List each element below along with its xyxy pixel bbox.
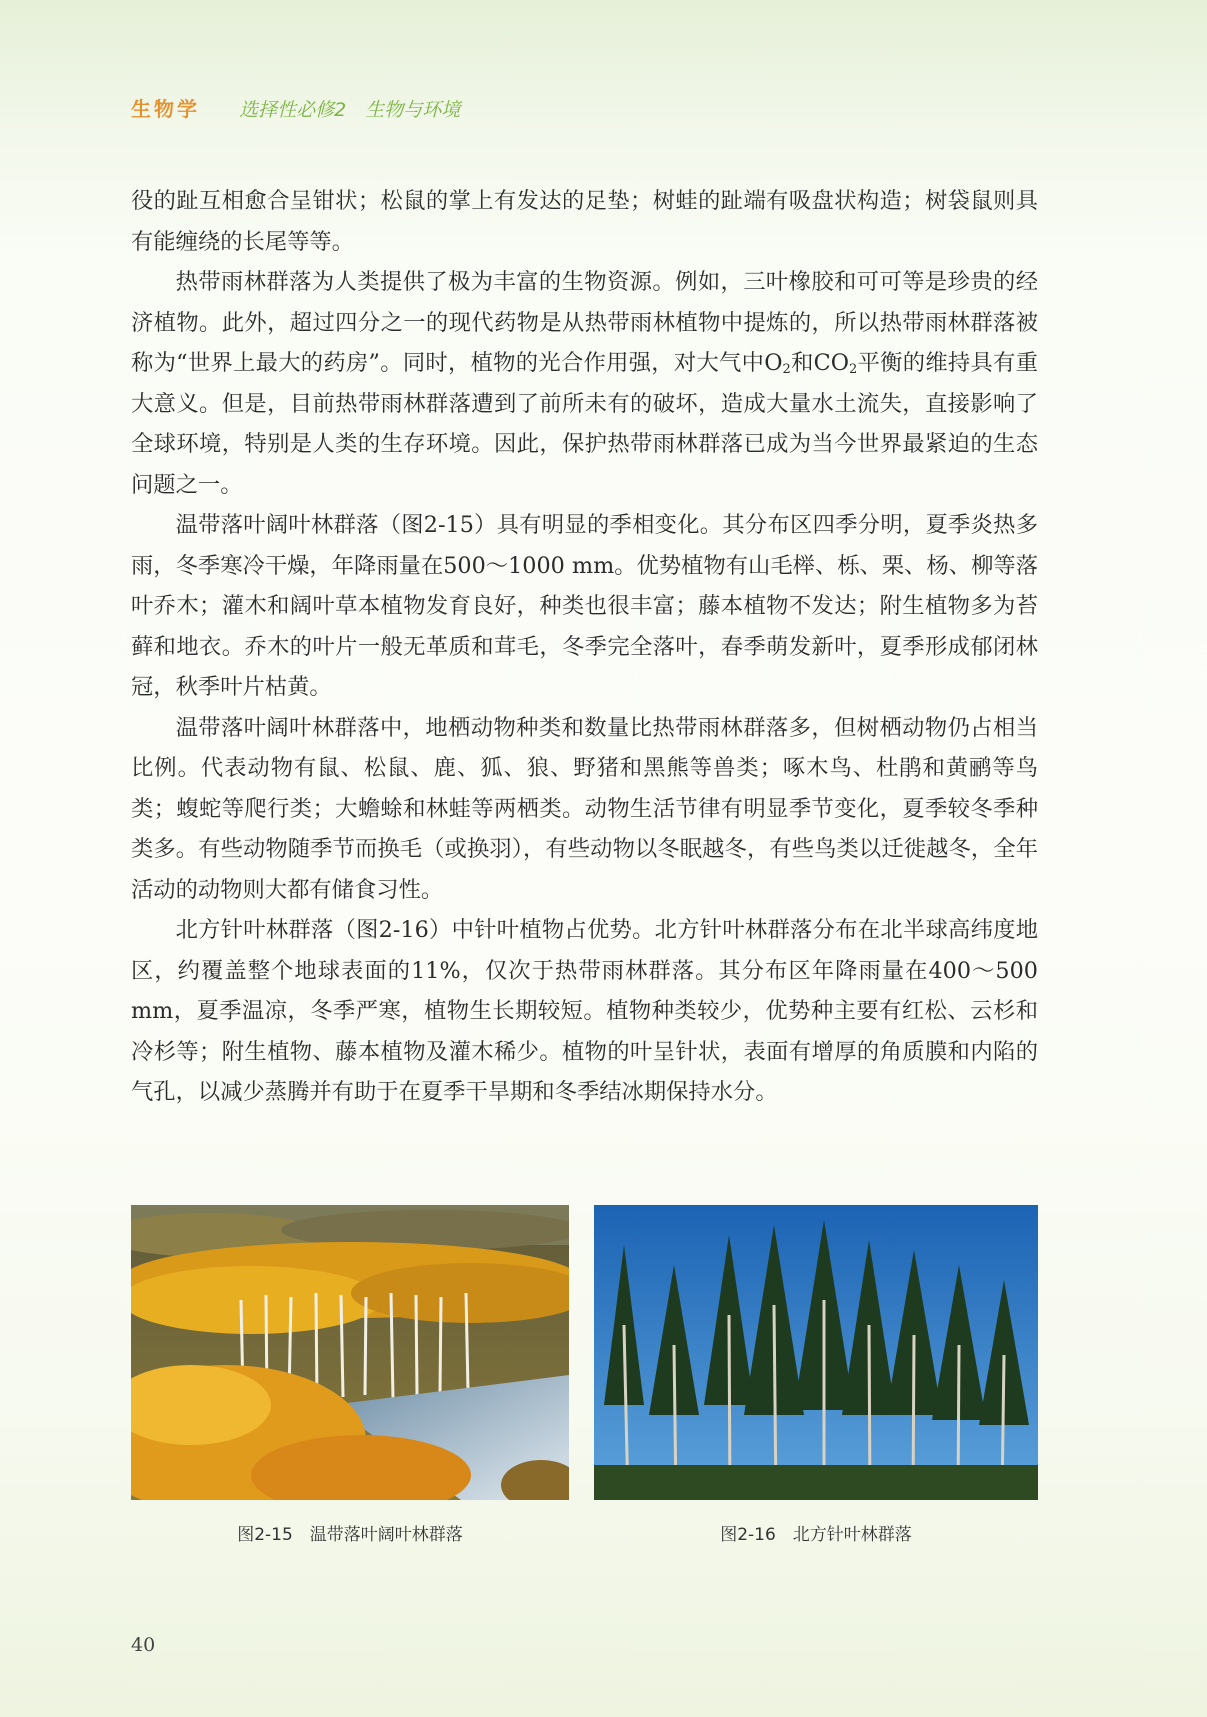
text-segment: 热带雨林群落为人类提供了极为丰富的生物资源。例如，三叶橡胶和可可等是珍贵的经济植物。此外，超过四分之一的现代药物是从热带雨林植物中提炼的，所以热带雨林群落被称为“世界上最大的药房”。同时，植物的光合作用强，对大气中O: [131, 269, 1038, 376]
text-segment: 平衡的维持具有重大意义。但是，目前热带雨林群落遭到了前所未有的破坏，造成大量水土流失，直接影响了全球环境，特别是人类的生存环境。因此，保护热带雨林群落已成为当今世界最紧迫的生态问题之一。: [131, 350, 1038, 498]
figure-caption-2-16: 图2-16 北方针叶林群落: [720, 1525, 912, 1545]
figure-caption-2-15: 图2-15 温带落叶阔叶林群落: [237, 1525, 463, 1545]
page-number: 40: [131, 1634, 156, 1656]
body-text: [131, 181, 1038, 1113]
boreal-forest-photo: [594, 1205, 1038, 1500]
topic-title: 生物与环境: [365, 99, 461, 121]
paragraph-temperate-animals: 温带落叶阔叶林群落中，地栖动物种类和数量比热带雨林群落多，但树栖动物仍占相当比例。代表动物有鼠、松鼠、鹿、狐、狼、野猪和黑熊等兽类；啄木鸟、杜鹃和黄鹂等鸟类；蝮蛇等爬行类；大蟾蜍和林蛙等两栖类。动物生活节律有明显季节变化，夏季较冬季种类多。有些动物随季节而换毛（或换羽），有些动物以冬眠越冬，有些鸟类以迁徙越冬，全年活动的动物则大都有储食习性。: [131, 714, 1038, 903]
text-segment: 和CO: [790, 350, 850, 376]
subscript-2: 2: [782, 362, 791, 377]
subscript-2: 2: [849, 362, 858, 377]
book-title: 生物学: [131, 97, 200, 121]
paragraph-boreal-forest: 北方针叶林群落（图2-16）中针叶植物占优势。北方针叶林群落分布在北半球高纬度地区，约覆盖整个地球表面的11%，仅次于热带雨林群落。其分布区年降雨量在400～500 mm，夏季温凉，冬季严寒，植物生长期较短。植物种类较少，优势种主要有红松、云杉和冷杉等；附生植物、藤本植物及灌木稀少。植物的叶呈针状，表面有增厚的角质膜和内陷的气孔，以减少蒸腾并有助于在夏季干旱期和冬季结冰期保持水分。: [131, 917, 1038, 1105]
volume-title: 选择性必修2: [239, 99, 347, 121]
page-header: [131, 93, 460, 122]
paragraph-continuation: 役的趾互相愈合呈钳状；松鼠的掌上有发达的足垫；树蛙的趾端有吸盘状构造；树袋鼠则具有能缠绕的长尾等等。: [131, 188, 1038, 255]
paragraph-temperate-forest: 温带落叶阔叶林群落（图2-15）具有明显的季相变化。其分布区四季分明，夏季炎热多雨，冬季寒冷干燥，年降雨量在500～1000 mm。优势植物有山毛榉、栎、栗、杨、柳等落叶乔木；灌木和阔叶草本植物发育良好，种类也很丰富；藤本植物不发达；附生植物多为苔藓和地衣。乔木的叶片一般无革质和茸毛，冬季完全落叶，春季萌发新叶，夏季形成郁闭林冠，秋季叶片枯黄。: [131, 512, 1038, 700]
temperate-forest-photo: [131, 1205, 569, 1500]
paragraph-rainforest-resources: [131, 262, 1038, 505]
